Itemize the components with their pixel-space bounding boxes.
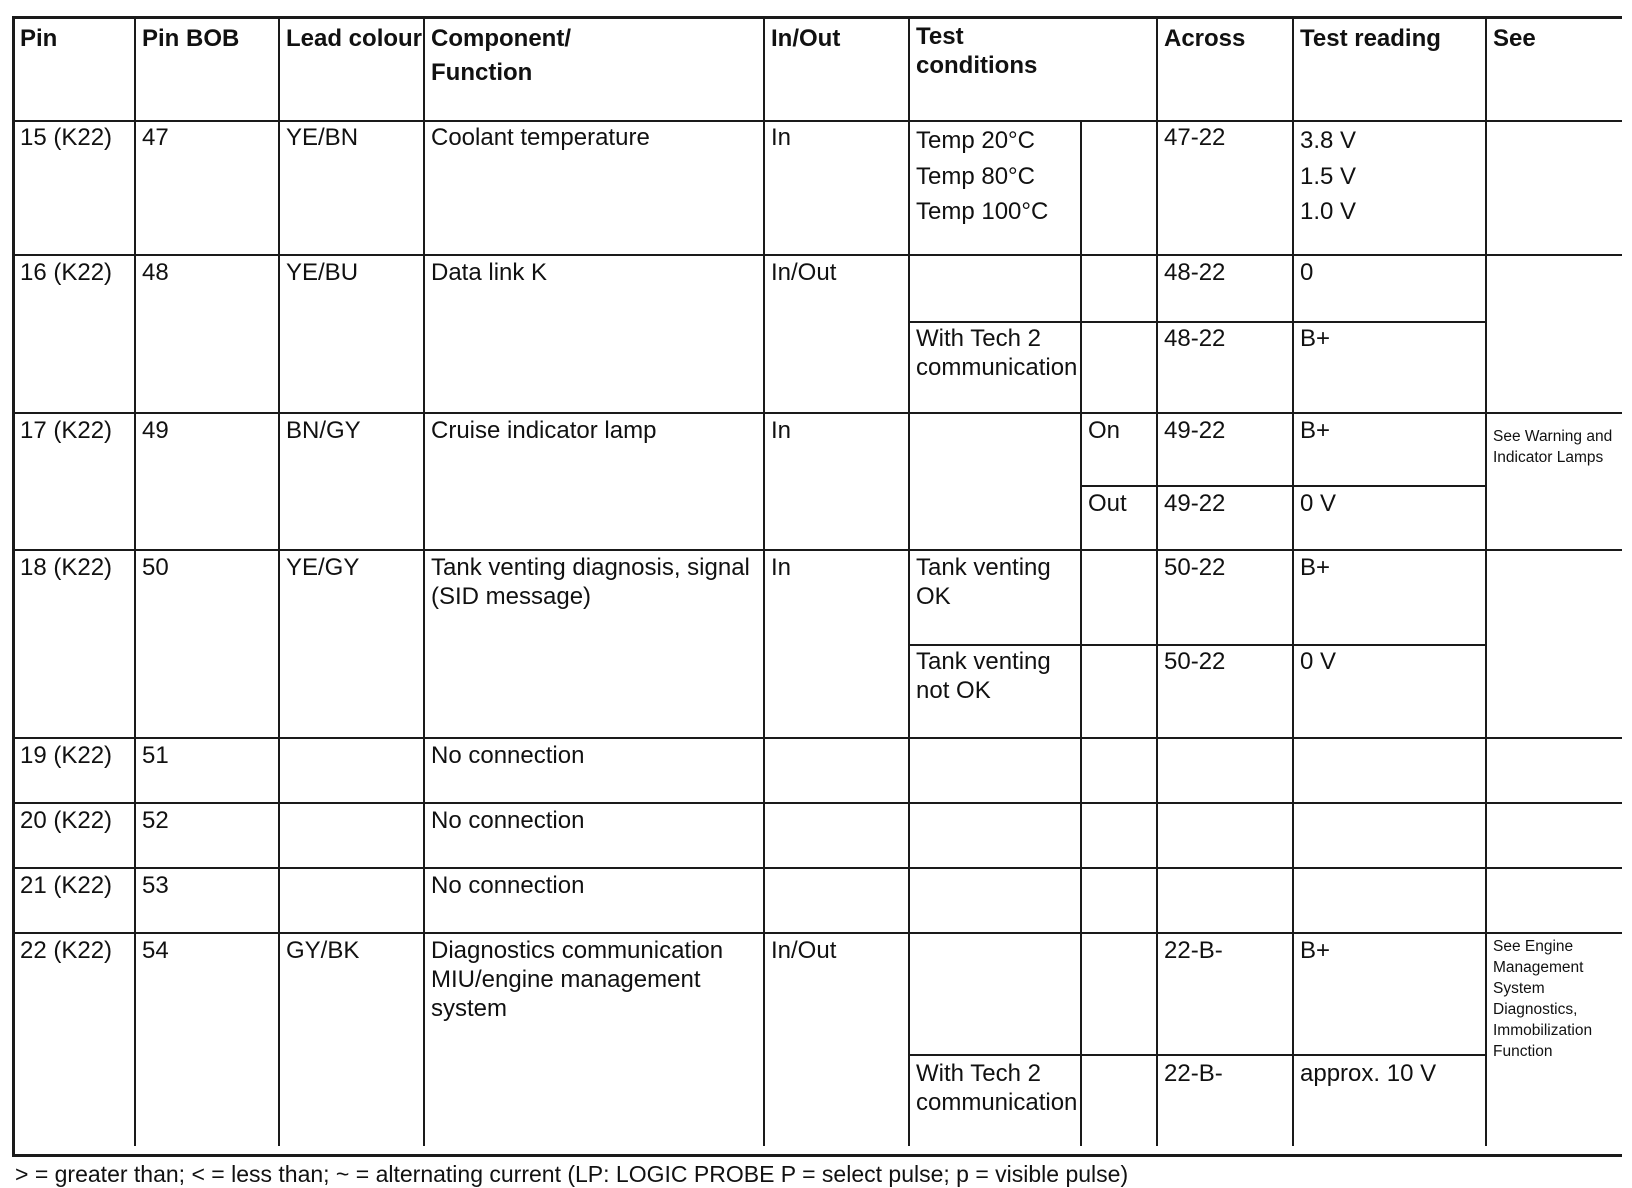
pin-cell: 17 (K22) [20,417,113,444]
lead-colour-cell: GY/BK [286,937,360,964]
header-see: See [1493,25,1536,52]
grid-line [12,254,1622,256]
grid-line [1080,120,1082,1146]
test-conditions-cell: Temp 20°C Temp 80°C Temp 100°C [916,127,1049,225]
pin-bob-cell: 53 [142,872,169,899]
test-conditions-cell: With Tech 2 communication [916,325,1078,381]
header-test-reading: Test reading [1300,25,1441,52]
across-cell: 48-22 [1164,259,1226,286]
grid-line [908,644,1486,646]
across-cell: 50-22 [1164,554,1226,581]
test-reading-cell: 3.8 V 1.5 V 1.0 V [1300,127,1357,225]
footer-legend: > = greater than; < = less than; ~ = alternating current (LP: LOGIC PROBE P = select pulse; p = visible pulse) [15,1161,1129,1187]
header-test-conditions: Test conditions [916,23,1038,79]
header-component: Component/ Function [431,25,571,86]
pin-bob-cell: 48 [142,259,169,286]
pin-bob-cell: 49 [142,417,169,444]
grid-line [12,932,1622,934]
across-cell: 49-22 [1164,417,1226,444]
across-cell: 48-22 [1164,325,1226,352]
pin-cell: 16 (K22) [20,259,113,286]
grid-line [134,16,136,1146]
see-reference-cell: See Engine Management System Diagnostics, Immobilization Function [1493,938,1593,1060]
lead-colour-cell: BN/GY [286,417,361,444]
component-cell: Coolant temperature [431,124,650,151]
test-reading-cell: B+ [1300,417,1331,444]
grid-line [1292,16,1294,1146]
component-cell: Cruise indicator lamp [431,417,657,444]
across-cell: 50-22 [1164,648,1226,675]
across-cell: 22-B- [1164,1060,1223,1087]
pin-cell: 21 (K22) [20,872,113,899]
grid-line [908,321,1486,323]
see-reference-cell: See Warning and Indicator Lamps [1493,428,1613,466]
pin-cell: 22 (K22) [20,937,113,964]
grid-line [423,16,425,1146]
pin-cell: 19 (K22) [20,742,113,769]
lead-colour-cell: YE/GY [286,554,360,581]
test-conditions-cell: Tank venting not OK [916,648,1051,704]
component-cell: Diagnostics communication MIU/engine management system [431,937,724,1022]
in-out-cell: In/Out [771,937,837,964]
in-out-cell: In/Out [771,259,837,286]
grid-line [763,16,765,1146]
pin-bob-cell: 47 [142,124,169,151]
grid-line [12,120,1622,122]
in-out-cell: In [771,554,792,581]
pin-bob-cell: 50 [142,554,169,581]
test-reading-cell: approx. 10 V [1300,1060,1437,1087]
grid-line [12,737,1622,739]
grid-line [1081,485,1486,487]
state-cell: On [1088,417,1121,444]
grid-line [12,16,15,1157]
pin-cell: 18 (K22) [20,554,113,581]
pin-cell: 20 (K22) [20,807,113,834]
across-cell: 47-22 [1164,124,1226,151]
grid-line [12,802,1622,804]
test-reading-cell: B+ [1300,937,1331,964]
component-cell: Tank venting diagnosis, signal (SID message) [431,554,750,610]
grid-line [12,549,1622,551]
pin-bob-cell: 54 [142,937,169,964]
pin-bob-cell: 51 [142,742,169,769]
component-cell: No connection [431,872,585,899]
grid-line [1485,16,1487,1146]
lead-colour-cell: YE/BU [286,259,359,286]
header-pin: Pin [20,25,58,52]
test-reading-cell: 0 V [1300,490,1337,517]
test-conditions-cell: Tank venting OK [916,554,1051,610]
in-out-cell: In [771,417,792,444]
grid-line [908,1054,1486,1056]
test-reading-cell: 0 [1300,259,1314,286]
grid-line [908,16,910,1146]
in-out-cell: In [771,124,792,151]
grid-line [1156,16,1158,1146]
grid-line [12,16,1622,19]
pin-bob-cell: 52 [142,807,169,834]
pin-cell: 15 (K22) [20,124,113,151]
across-cell: 22-B- [1164,937,1223,964]
component-cell: No connection [431,742,585,769]
lead-colour-cell: YE/BN [286,124,359,151]
header-across: Across [1164,25,1246,52]
state-cell: Out [1088,490,1127,517]
component-cell: No connection [431,807,585,834]
test-reading-cell: 0 V [1300,648,1337,675]
grid-line [12,412,1622,414]
grid-line [12,867,1622,869]
test-conditions-cell: With Tech 2 communication [916,1060,1078,1116]
grid-line [12,1154,1622,1157]
header-in-out: In/Out [771,25,841,52]
header-pin-bob: Pin BOB [142,25,240,52]
component-cell: Data link K [431,259,548,286]
grid-line [278,16,280,1146]
header-lead-colour: Lead colour [286,25,422,52]
across-cell: 49-22 [1164,490,1226,517]
test-reading-cell: B+ [1300,325,1331,352]
test-reading-cell: B+ [1300,554,1331,581]
